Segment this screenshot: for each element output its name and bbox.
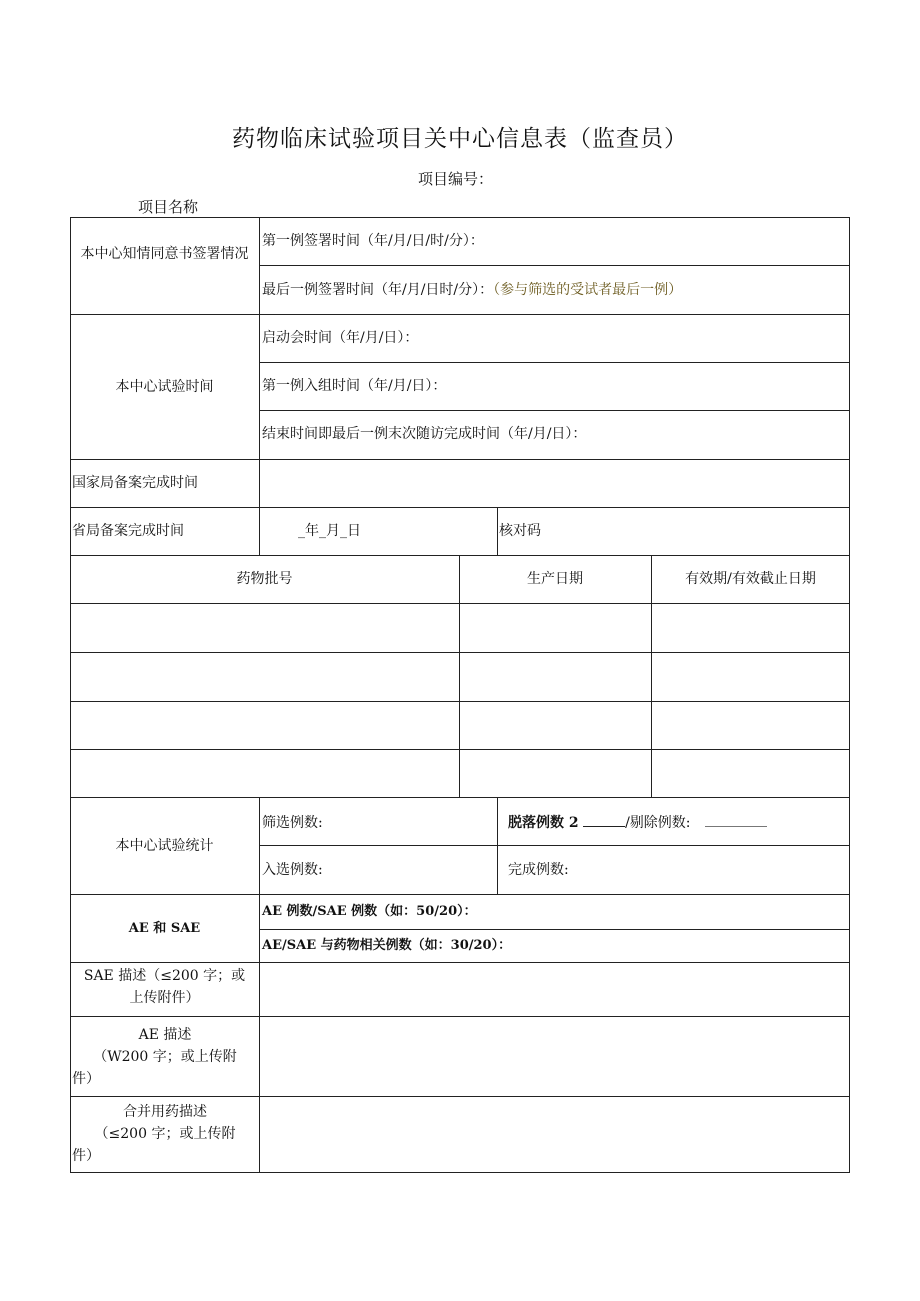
last-consent-time-label: 最后一例签署时间（年/月/日时/分）：: [262, 282, 494, 298]
ae-description-line1: AE 描述: [138, 1027, 192, 1043]
provincial-filing-label: 省局备案完成时间: [72, 523, 184, 539]
concomitant-medication-label: [72, 1101, 258, 1167]
sae-description-field[interactable]: [262, 965, 847, 1014]
ae-description-line2: （W200 字；或上传附: [93, 1049, 237, 1065]
row-divider: [70, 797, 850, 798]
column-divider: [497, 507, 498, 555]
page-title: 药物临床试验项目关中心信息表（监查员）: [232, 126, 688, 152]
dropout-underline: [583, 812, 625, 827]
row-divider: [259, 265, 850, 266]
row-divider: [70, 894, 850, 895]
enrolled-count-field[interactable]: 入选例数:: [262, 862, 323, 878]
row-divider: [259, 929, 850, 930]
expiry-date-header: 有效期/有效截止日期: [685, 571, 816, 587]
row-divider: [70, 507, 850, 508]
ae-description-label: [72, 1024, 258, 1090]
row-divider: [70, 1016, 850, 1017]
row-divider: [70, 314, 850, 315]
row-divider: [70, 459, 850, 460]
project-number-label: 项目编号：: [418, 170, 494, 188]
dropout-count-label: 脱落例数 2: [508, 815, 579, 831]
screened-count-field[interactable]: 筛选例数:: [262, 815, 323, 831]
table-row[interactable]: [70, 653, 850, 700]
column-divider: [497, 797, 498, 894]
sae-description-line1: SAE 描述（≤200 字；或: [83, 968, 246, 984]
sae-description-line2: 上传附件）: [129, 990, 200, 1006]
excluded-count-label: /剔除例数:: [625, 815, 691, 831]
completed-count-field[interactable]: 完成例数:: [508, 862, 569, 878]
row-divider: [70, 555, 850, 556]
concomitant-line2: （≤200 字；或上传附: [94, 1126, 236, 1142]
table-row[interactable]: [70, 702, 850, 748]
column-divider: [259, 217, 260, 555]
row-divider: [70, 1096, 850, 1097]
row-divider: [70, 962, 850, 963]
project-name-label: 项目名称: [138, 198, 199, 216]
dropout-excluded-field[interactable]: [508, 812, 848, 834]
check-code-field[interactable]: 核对码: [499, 523, 541, 539]
sae-description-label: [70, 965, 259, 1009]
ae-sae-related-field[interactable]: AE/SAE 与药物相关例数（如：30/20）：: [262, 938, 512, 953]
table-row[interactable]: [70, 604, 850, 651]
first-consent-time-field[interactable]: 第一例签署时间（年/月/日/时/分）：: [262, 233, 484, 249]
excluded-underline: [705, 812, 767, 827]
ae-sae-count-field[interactable]: AE 例数/SAE 例数（如：50/20）：: [262, 904, 477, 919]
last-consent-note: （参与筛选的受试者最后一例）: [493, 282, 683, 298]
provincial-filing-date-field[interactable]: _年_月_日: [298, 523, 361, 539]
first-enrollment-time-field[interactable]: 第一例入组时间（年/月/日）：: [262, 378, 447, 394]
row-divider: [259, 410, 850, 411]
row-divider: [259, 845, 850, 846]
last-consent-time-field[interactable]: [262, 279, 847, 301]
column-divider: [259, 797, 260, 1173]
national-filing-label: 国家局备案完成时间: [72, 475, 198, 491]
ae-sae-label: AE 和 SAE: [128, 921, 201, 936]
drug-batch-header: 药物批号: [236, 571, 293, 587]
concomitant-medication-field[interactable]: [262, 1099, 847, 1171]
row-divider: [259, 362, 850, 363]
production-date-header: 生产日期: [527, 571, 583, 587]
consent-section-label: 本中心知情同意书签署情况: [80, 246, 249, 262]
trial-statistics-label: 本中心试验统计: [115, 838, 214, 854]
trial-end-time-field[interactable]: 结束时间即最后一例末次随访完成时间（年/月/日）：: [262, 426, 587, 442]
kickoff-meeting-time-field[interactable]: 启动会时间（年/月/日）：: [262, 330, 419, 346]
ae-description-line3: 件）: [72, 1071, 100, 1087]
table-row[interactable]: [70, 750, 850, 796]
concomitant-line1: 合并用药描述: [123, 1104, 207, 1120]
concomitant-line3: 件）: [72, 1148, 100, 1164]
national-filing-field[interactable]: [262, 462, 847, 506]
ae-description-field[interactable]: [262, 1019, 847, 1094]
trial-time-section-label: 本中心试验时间: [115, 379, 214, 395]
